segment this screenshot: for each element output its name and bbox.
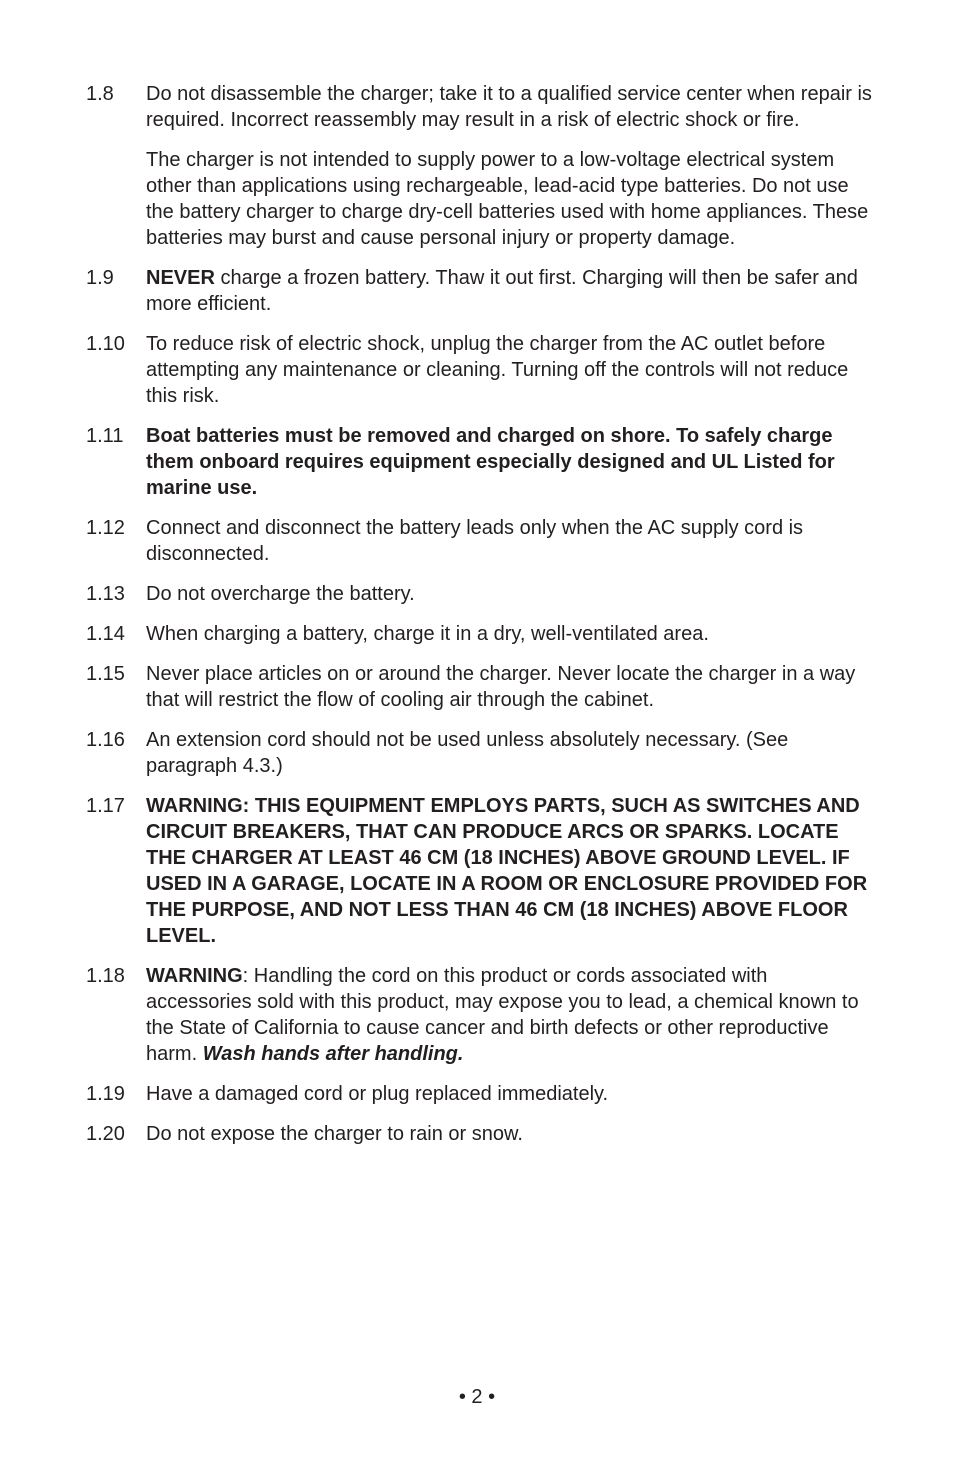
item-number: 1.20 bbox=[86, 1123, 125, 1145]
item-number: 1.10 bbox=[86, 333, 125, 355]
item-number: 1.16 bbox=[86, 729, 125, 751]
item-paragraph: The charger is not intended to supply power to a low-voltage electrical system other than applications using rechargeable, lead-acid type batteries. Do not use the battery charger to charge dry-cell batteries used with home appliances. These batteries may burst and cause personal injury or property damage. bbox=[146, 149, 869, 249]
list-item-1-19 bbox=[86, 1081, 876, 1107]
item-text: Do not expose the charger to rain or snow. bbox=[146, 1123, 523, 1145]
item-number: 1.11 bbox=[86, 425, 124, 447]
item-emphasis: WARNING bbox=[146, 965, 243, 987]
list-item-1-15 bbox=[86, 661, 876, 713]
item-number: 1.18 bbox=[86, 965, 125, 987]
item-number: 1.9 bbox=[86, 267, 114, 289]
item-body bbox=[146, 81, 876, 251]
item-text: An extension cord should not be used unless absolutely necessary. (See paragraph 4.3.) bbox=[146, 729, 789, 777]
item-warning: WARNING: THIS EQUIPMENT EMPLOYS PARTS, SUCH AS SWITCHES AND CIRCUIT BREAKERS, THAT CAN PRODUCE ARCS OR SPARKS. LOCATE THE CHARGER AT LEAST 46 CM (18 INCHES) ABOVE GROUND LEVEL. IF USED IN A GARAGE, LOCATE IN A ROOM OR ENCLOSURE PROVIDED FOR THE PURPOSE, AND NOT LESS THAN 46 CM (18 INCHES) ABOVE FLOOR LEVEL. bbox=[146, 795, 868, 947]
item-text: Have a damaged cord or plug replaced immediately. bbox=[146, 1083, 609, 1105]
list-item-1-13 bbox=[86, 581, 876, 607]
item-emphasis-italic: Wash hands after handling. bbox=[202, 1043, 464, 1065]
list-item-1-20 bbox=[86, 1121, 876, 1147]
item-text: Connect and disconnect the battery leads only when the AC supply cord is disconnected. bbox=[146, 517, 804, 565]
safety-instructions bbox=[86, 81, 876, 1161]
item-text: Do not overcharge the battery. bbox=[146, 583, 415, 605]
list-item-1-8 bbox=[86, 81, 876, 251]
list-item-1-10 bbox=[86, 331, 876, 409]
item-text: When charging a battery, charge it in a dry, well-ventilated area. bbox=[146, 623, 709, 645]
item-body bbox=[146, 963, 876, 1067]
item-number: 1.15 bbox=[86, 663, 125, 685]
item-text: : Handling the cord on this product or cords associated with accessories sold with this product, may expose you to lead, a chemical known to the State of California to cause cancer and birth defects or other reproductive harm. bbox=[146, 965, 859, 1065]
item-number: 1.8 bbox=[86, 83, 114, 105]
item-text: Never place articles on or around the charger. Never locate the charger in a way that will restrict the flow of cooling air through the cabinet. bbox=[146, 663, 856, 711]
list-item-1-9 bbox=[86, 265, 876, 317]
item-number: 1.17 bbox=[86, 795, 125, 817]
list-item-1-18 bbox=[86, 963, 876, 1067]
item-emphasis: Boat batteries must be removed and charged on shore. To safely charge them onboard requires equipment especially designed and UL Listed for marine use. bbox=[146, 425, 835, 499]
item-number: 1.19 bbox=[86, 1083, 125, 1105]
item-text: To reduce risk of electric shock, unplug the charger from the AC outlet before attempting any maintenance or cleaning. Turning off the controls will not reduce this risk. bbox=[146, 333, 849, 407]
item-number: 1.14 bbox=[86, 623, 125, 645]
item-paragraph: Do not disassemble the charger; take it to a qualified service center when repair is required. Incorrect reassembly may result in a risk of electric shock or fire. bbox=[146, 83, 872, 131]
page-number: • 2 • bbox=[458, 1386, 496, 1408]
list-item-1-16 bbox=[86, 727, 876, 779]
list-item-1-11 bbox=[86, 423, 876, 501]
list-item-1-17 bbox=[86, 793, 876, 949]
list-item-1-12 bbox=[86, 515, 876, 567]
item-number: 1.13 bbox=[86, 583, 125, 605]
item-emphasis: NEVER bbox=[146, 267, 215, 289]
item-body bbox=[146, 265, 876, 317]
list-item-1-14 bbox=[86, 621, 876, 647]
item-text: charge a frozen battery. Thaw it out first. Charging will then be safer and more efficient. bbox=[146, 267, 858, 315]
item-number: 1.12 bbox=[86, 517, 125, 539]
